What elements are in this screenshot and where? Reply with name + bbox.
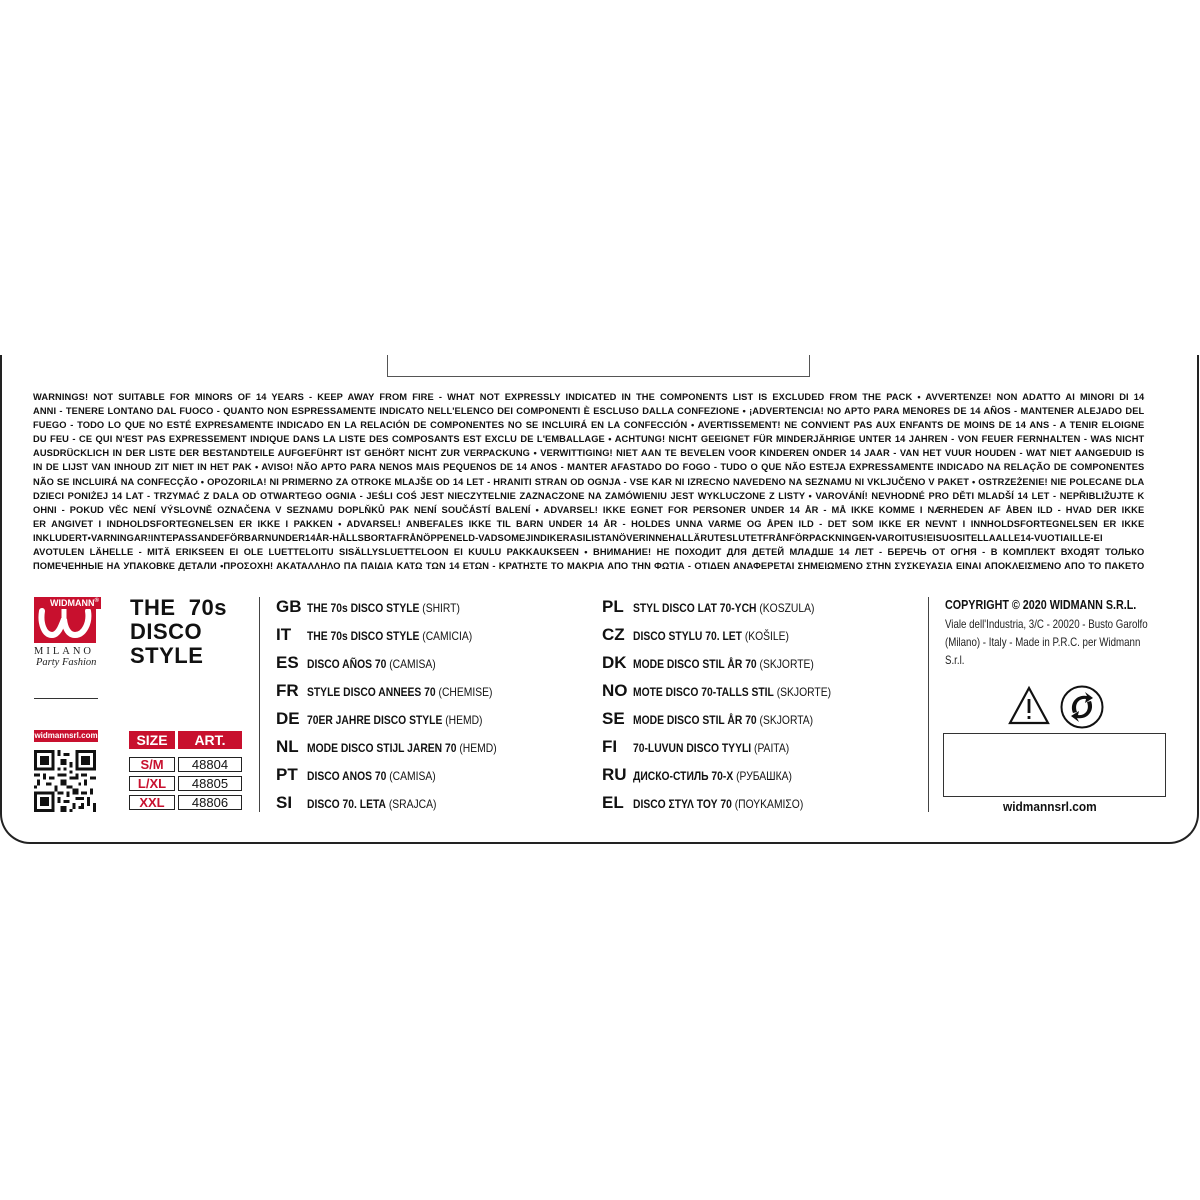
language-name: 70ER JAHRE DISCO STYLE (HEMD) — [307, 713, 483, 727]
language-code: IT — [276, 625, 292, 644]
language-code: SE — [602, 709, 625, 728]
language-name: DISCO ΣΤΥΛ ΤΟΥ 70 (ΠΟΥΚΑΜΙΣΟ) — [633, 797, 804, 811]
site-pill: widmannsrl.com — [34, 731, 98, 740]
warning-line: AVOTULEN LÄHELLE - MITÄ ERIKSEEN EI OLE LUETTELOITU SISÄLLYSLUETTELOON EI KUULU PAKKAUKSEEN • ВНИМАНИЕ! НЕ ПОХОДИТ ДЛЯ ДЕТЕЙ МЛАДШЕ 14 ЛЕТ - БЕРЕЧЬ ОТ ОГНЯ - В КОМПЛЕКТ ВХОДЯТ ТОЛЬКО — [33, 547, 1145, 559]
language-name: STYL DISCO LAT 70-YCH (KOSZULA) — [633, 601, 815, 615]
language-name: ДИСКО-СТИЛЬ 70-Х (РУБАШКА) — [633, 769, 792, 783]
language-code: NL — [276, 737, 299, 756]
size-header: SIZE — [129, 731, 175, 749]
language-name: DISCO STYLU 70. LET (KOŠILE) — [633, 629, 789, 643]
language-name: MODE DISCO STIL ÅR 70 (SKJORTA) — [633, 713, 814, 727]
warning-line: FUEGO - TODO LO QUE NO ESTÉ EXPRESAMENTE INDICADO EN LA RELACIÓN DE COMPONENTES NO SE INCLUIRÁ EN LA CONFECCIÓN • AVERTISSEMENT! NE CONVIENT PAS AUX ENFANTS DE MOINS DE 14 ANS - A TENIR ELOIGNE — [33, 420, 1145, 432]
language-code: DK — [602, 653, 627, 672]
qr-code-icon — [34, 750, 96, 812]
language-name: DISCO ANOS 70 (CAMISA) — [307, 769, 436, 783]
language-code: ES — [276, 653, 299, 672]
art-cell: 48806 — [178, 795, 242, 810]
blank-label-box — [943, 733, 1166, 797]
language-code: PT — [276, 765, 298, 784]
language-code: EL — [602, 793, 624, 812]
top-window-frame — [387, 355, 810, 377]
language-code: NO — [602, 681, 628, 700]
language-name: THE 70s DISCO STYLE (CAMICIA) — [307, 629, 473, 643]
art-header: ART. — [178, 731, 242, 749]
art-cell: 48804 — [178, 757, 242, 772]
language-name: STYLE DISCO ANNEES 70 (CHEMISE) — [307, 685, 493, 699]
warning-line: OHNI - POKUD VĚC NENÍ VÝSLOVNĚ OZNAČENA V SEZNAMU DOPLŇKŮ PAK NENÍ SOUČÁSTÍ BALENÍ • ADVARSEL! IKKE EGNET FOR PERSONER UNDER 14 ÅR - MÅ IKKE KOMME I NÆRHEDEN AF ÅBEN ILD - HVAD DER IKKE — [33, 504, 1145, 516]
warning-line: DZIECI PONIŻEJ 14 LAT - TRZYMAĆ Z DALA OD OTWARTEGO OGNIA - JEŚLI COŚ JEST NIECZYTELNIE ZAZNACZONE NA ZAMÓWIENIU JEST WYKLUCZONE Z LISTY • VAROVÁNÍ! NEVHODNÉ PRO DĚTI MLADŠÍ 14 LET - NEPŘIBLIŽUJTE K — [33, 490, 1145, 502]
warning-line: ПОМЕЧЕННЫЕ НА УПАКОВКЕ ДЕТАЛИ •ΠΡΟΣΟΧΗ! ΑΚΑΤΑΛΛΗΛΟ ΠΑ ΠΑΙΔΙΑ ΚΑΤΩ ΤΩΝ 14 ΕΤΩΝ - ΚΡΑΤΗΣΤΕ ΤΟ ΜΑΚΡΙΑ ΑΠΟ ΤΗΝ ΦΩΤΙΑ - ΟΤΙΔΕΝ ΑΝΑΦΕΡΕΤΑΙ ΣΗΜΕΙΩΜΕΝΟ ΣΤΗΝ ΣΥΣΚΕΥΑΣΙΑ ΕΙΝΑΙ ΑΠΟΚΛΕΙΣΜΕΝΟ ΑΠΟ ΤΟ ΠΑΚΕΤΟ — [33, 561, 1145, 573]
title-line: THE 70s — [130, 595, 227, 620]
language-name: MODE DISCO STIL ÅR 70 (SKJORTE) — [633, 657, 814, 671]
language-name: MODE DISCO STIJL JAREN 70 (HEMD) — [307, 741, 497, 755]
language-name: MOTE DISCO 70-TALLS STIL (SKJORTE) — [633, 685, 832, 699]
language-name: DISCO 70. LETA (SRAJCA) — [307, 797, 437, 811]
art-cell: 48805 — [178, 776, 242, 791]
warnings-text — [33, 391, 1144, 574]
address-line: (Milano) - Italy - Made in P.R.C. per Widmann S.r.l. — [945, 635, 1141, 667]
language-name: 70-LUVUN DISCO TYYLI (PAITA) — [633, 741, 790, 755]
title-line: STYLE — [130, 643, 204, 668]
title-line: DISCO — [130, 619, 203, 644]
green-dot-icon — [1060, 685, 1104, 729]
size-cell: L/XL — [129, 776, 175, 791]
warning-line: AUSDRÜCKLICH IN DER LISTE DER BESTANDTEILE AUFGEFÜHRT IST GEHÖRT NICHT ZUR VERPACKUNG • VERWITTIGING! NIET AAN TE BEVELEN VOOR KINDEREN ONDER 14 JAAR - VAN HET VUUR HOUDEN - WAT NIET AANGEDUID IS — [33, 448, 1145, 460]
warning-line: ANNI - TENERE LONTANO DAL FUOCO - QUANTO NON ESPRESSAMENTE INDICATO NELL'ELENCO DEI COMPONENTI È ESCLUSO DALLA CONFEZIONE • ¡ADVERTENCIA! NO APTO PARA MENORES DE 14 AÑOS - MANTENER ALEJADO DEL — [33, 406, 1145, 418]
warning-line: DU FEU - CE QUI N'EST PAS EXPRESSEMENT INDIQUE DANS LA LISTE DES COMPOSANTS EST EXCLU DE L'EMBALLAGE • ACHTUNG! NICHT GEEIGNET FÜR MINDERJÄHRIGE UNTER 14 JAHREN - VON FEUER FERNHALTEN - WAS NICHT — [33, 434, 1145, 446]
address-line: Viale dell'Industria, 3/C - 20020 - Busto Garolfo — [945, 617, 1148, 631]
logo-divider — [34, 698, 98, 699]
language-name: THE 70s DISCO STYLE (SHIRT) — [307, 601, 460, 615]
language-name: DISCO AÑOS 70 (CAMISA) — [307, 657, 436, 671]
logo-tagline: Party Fashion — [36, 657, 97, 668]
logo-brand: WIDMANN® — [50, 598, 99, 608]
size-cell: XXL — [129, 795, 175, 810]
address-text — [945, 615, 1156, 669]
warning-line: INKLUDERT•VARNINGAR!INTEPASSANDEFÖRBARNUNDER14ÅR-HÅLLSBORTAFRÅNÖPPENELD-VADSOMEJINDIKERASILISTANÖVERINNEHALLÄRUTESLUTETFRÅNFÖRPACKNINGEN•VAROITUS!EISUOSITELLAALLE14-VUOTIAILLE-EI — [33, 532, 1103, 544]
language-code: FR — [276, 681, 299, 700]
warning-triangle-icon — [1007, 685, 1051, 727]
logo-milano: MILANO — [34, 646, 94, 657]
copyright-text: COPYRIGHT © 2020 WIDMANN S.R.L. — [945, 598, 1137, 612]
website-text: widmannsrl.com — [1003, 800, 1097, 814]
language-code: RU — [602, 765, 627, 784]
warning-line: IN DE LIJST VAN INHOUD ZIT NIET IN HET PAK • AVISO! NÃO APTO PARA NENOS MAIS PEQUENOS DE 14 ANOS - MANTER AFASTADO DO FOGO - TUDO O QUE NÃO ESTEJA EXPRESSAMENTE INDICADO NA RELAÇÃO DE COMPONENTES — [33, 462, 1145, 474]
product-title — [130, 596, 227, 668]
language-code: DE — [276, 709, 300, 728]
language-code: CZ — [602, 625, 625, 644]
warning-line: NÃO SE INCLUIRÁ NA CONFECÇÃO • OPOZORILA! NI PRIMERNO ZA OTROKE MLAJŠE OD 14 LET - HRANITI STRAN OD OGNJA - VSE KAR NI IZRECNO NAVEDENO NA SEZNAMU NI VKLJUČENO V PAKET • OSTRZEŻENIE! NIE POLECANE DLA — [33, 476, 1145, 488]
language-code: SI — [276, 793, 293, 812]
language-code: PL — [602, 597, 624, 616]
size-cell: S/M — [129, 757, 175, 772]
warning-line: WARNINGS! NOT SUITABLE FOR MINORS OF 14 YEARS - KEEP AWAY FROM FIRE - WHAT NOT EXPRESSLY INDICATED IN THE COMPONENTS LIST IS EXCLUDED FROM THE PACK • AVVERTENZE! NON ADATTO AI MINORI DI 14 — [33, 392, 1145, 403]
language-code: FI — [602, 737, 618, 756]
divider-left — [259, 597, 260, 812]
warning-line: ER ANGIVET I INDHOLDSFORTEGNELSEN ER IKKE I PAKKEN • ADVARSEL! ANBEFALES IKKE TIL BARN UNDER 14 ÅR - HOLDES UNNA VARME OG ÅPEN ILD - DET SOM IKKE ER NEVNT I INNHOLDSFORTEGNELSEN ER IKKE — [33, 518, 1145, 530]
divider-right — [928, 597, 929, 812]
language-code: GB — [276, 597, 302, 616]
